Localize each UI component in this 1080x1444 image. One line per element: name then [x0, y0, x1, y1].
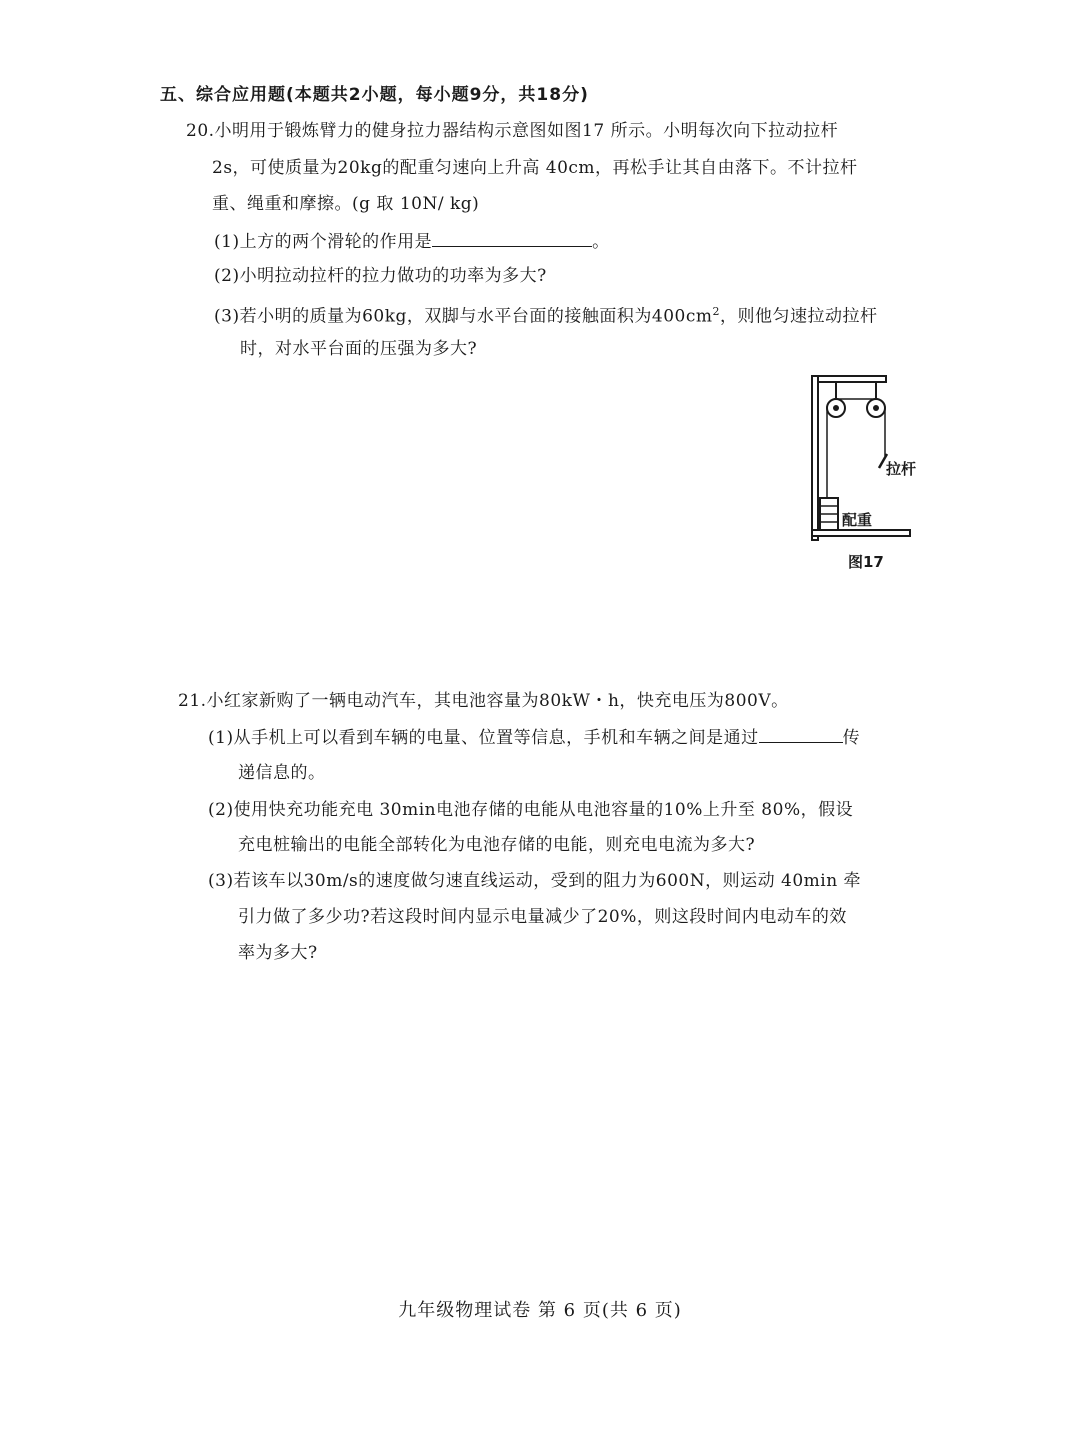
q21-part1-answer-blank[interactable]	[759, 726, 843, 743]
q20-part1-end: 。	[592, 232, 610, 252]
figure-caption: 图17	[848, 553, 884, 571]
q21-stem: 21.小红家新购了一辆电动汽车，其电池容量为80kW・h，快充电压为800V。	[178, 691, 789, 711]
q20-part3-line2: 时，对水平台面的压强为多大?	[240, 339, 478, 359]
q21-part2-line1: (2)使用快充功能充电 30min电池存储的电能从电池容量的10%上升至 80%，假设	[208, 800, 854, 820]
q20-stem-line3: 重、绳重和摩擦。(g 取 10N/ kg)	[212, 194, 480, 214]
q20-stem-line1: 20.小明用于锻炼臂力的健身拉力器结构示意图如图17 所示。小明每次向下拉动拉杆	[186, 121, 839, 141]
figure-17	[800, 370, 940, 580]
q21-part2-line2: 充电桩输出的电能全部转化为电池存储的电能，则充电电流为多大?	[238, 835, 756, 855]
q20-part2: (2)小明拉动拉杆的拉力做功的功率为多大?	[214, 266, 547, 286]
q20-part1	[214, 230, 610, 253]
label-pull-rod: 拉杆	[886, 460, 917, 478]
q20-part1-answer-blank[interactable]	[432, 230, 592, 247]
top-beam	[812, 376, 886, 382]
vertical-frame	[812, 376, 818, 540]
q21-part1-line1	[208, 726, 860, 749]
q21-part1-end: 传	[842, 728, 861, 748]
pulley-right-axle	[873, 405, 879, 411]
q21-part1-line2: 递信息的。	[238, 763, 326, 783]
q20-part3-line1	[214, 301, 877, 328]
page-footer: 九年级物理试卷 第 6 页(共 6 页)	[398, 1300, 682, 1321]
q20-stem-line2: 2s，可使质量为20kg的配重匀速向上升高 40cm，再松手让其自由落下。不计拉杆	[212, 158, 858, 178]
section-title: 五、综合应用题(本题共2小题，每小题9分，共18分)	[160, 85, 589, 105]
q20-part3-text-a: (3)若小明的质量为60kg，双脚与水平台面的接触面积为400cm	[214, 306, 713, 327]
pulley-left-axle	[833, 405, 839, 411]
q21-part3-line3: 率为多大?	[238, 943, 318, 963]
q20-part1-text: (1)上方的两个滑轮的作用是	[214, 232, 433, 252]
q21-part1-text: (1)从手机上可以看到车辆的电量、位置等信息，手机和车辆之间是通过	[208, 728, 759, 748]
q20-part3-text-b: ，则他匀速拉动拉杆	[719, 306, 878, 327]
q21-part3-line1: (3)若该车以30m/s的速度做匀速直线运动，受到的阻力为600N，则运动 40min 牵	[208, 871, 862, 891]
fitness-machine-diagram	[800, 370, 940, 580]
label-counterweight: 配重	[842, 511, 873, 529]
q20-part3-superscript: 2	[712, 305, 720, 318]
q21-part3-line2: 引力做了多少功?若这段时间内显示电量减少了20%，则这段时间内电动车的效	[238, 907, 847, 927]
